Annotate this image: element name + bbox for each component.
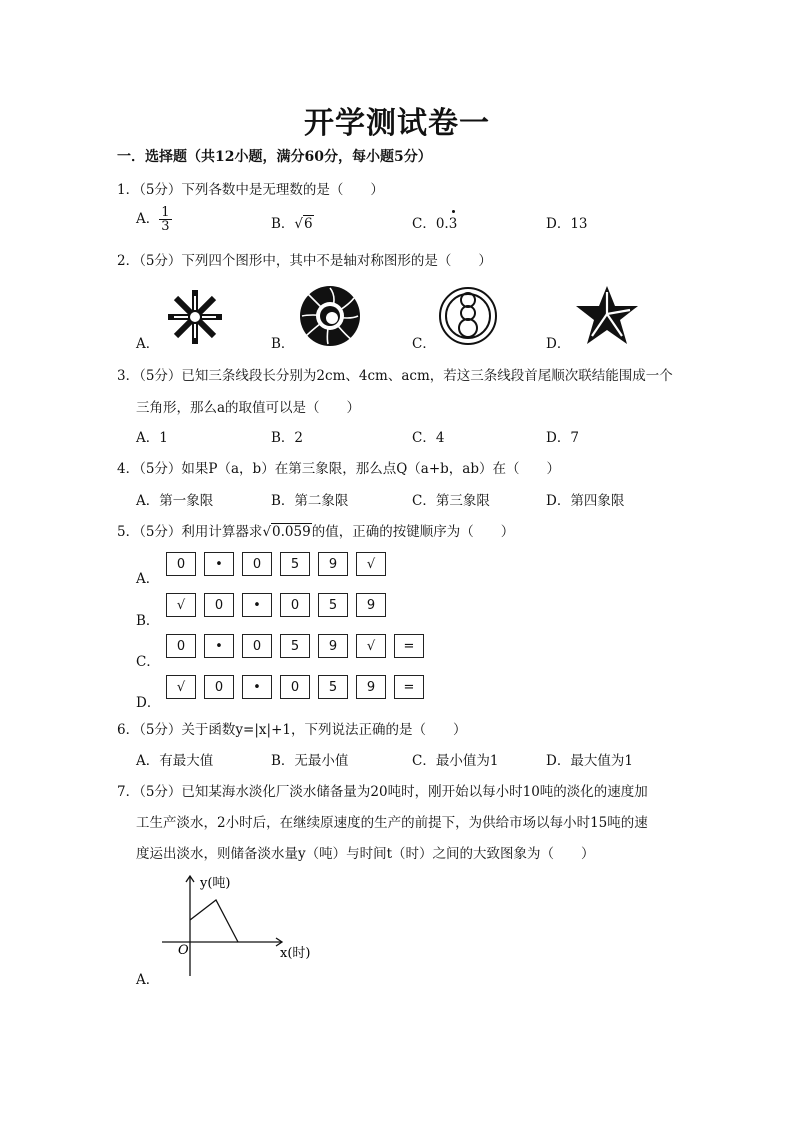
question-7-line-2: 工生产淡水，2小时后，在继续原速度的生产的前提下，为供给市场以每小时15吨的速 <box>136 815 648 831</box>
question-5: 5．（5分）利用计算器求√0.059的值，正确的按键顺序为（ ） <box>117 524 515 540</box>
q1-option-c: C．0.3 <box>412 216 458 232</box>
question-7-line-1: 7．（5分）已知某海水淡化厂淡水储备量为20吨时，刚开始以每小时10吨的淡化的速度加 <box>117 784 648 800</box>
q3-option-c: C．4 <box>412 430 445 446</box>
sqrt-symbol: √6 <box>294 216 313 232</box>
calc-key: 0 <box>204 593 234 617</box>
q2-option-a: A． <box>136 336 160 352</box>
question-7-line-3: 度运出淡水，则储备淡水量y（吨）与时间t（时）之间的大致图象为（ ） <box>136 846 595 862</box>
calc-key: 9 <box>318 634 348 658</box>
spoke-figure-icon <box>164 286 226 348</box>
calc-key: = <box>394 675 424 699</box>
q4-option-a: A．第一象限 <box>136 493 214 509</box>
calc-key: = <box>394 634 424 658</box>
calc-key: 0 <box>204 675 234 699</box>
q5-option-a: A． <box>136 571 160 587</box>
q3-option-b: B．2 <box>271 430 304 446</box>
q5-keys-d <box>166 675 432 699</box>
q6-option-c: C．最小值为1 <box>412 753 499 769</box>
fraction: $\frac{1}{3}$ <box>161 205 170 234</box>
page-title: 开学测试卷一 <box>304 106 490 141</box>
calc-key: • <box>204 552 234 576</box>
circles-figure-icon <box>438 286 498 346</box>
section-heading: 一．选择题（共12小题，满分60分，每小题5分） <box>117 149 432 165</box>
repeating-digit: 3 <box>448 216 458 232</box>
calc-key: 9 <box>318 552 348 576</box>
calc-key: 5 <box>318 675 348 699</box>
calc-key: 5 <box>318 593 348 617</box>
calc-key: 9 <box>356 593 386 617</box>
y-axis-label: y(吨) <box>200 876 231 891</box>
calc-key: • <box>204 634 234 658</box>
x-axis-label: x(时) <box>280 946 311 961</box>
origin-label: O <box>178 943 189 958</box>
calc-key: • <box>242 593 272 617</box>
q3-option-a: A．1 <box>136 430 168 446</box>
q2-option-b: B． <box>271 336 295 352</box>
sqrt-symbol: √0.059 <box>262 524 311 540</box>
q1-option-b: B．√6 <box>271 216 313 232</box>
q5-keys-b <box>166 593 394 617</box>
q1-option-a: A． $\frac{1}{3}$ <box>136 205 170 234</box>
q5-keys-a <box>166 552 394 576</box>
swirl-figure-icon <box>298 284 362 348</box>
star-figure-icon <box>574 284 640 346</box>
question-2: 2．（5分）下列四个图形中，其中不是轴对称图形的是（ ） <box>117 253 492 269</box>
q4-option-b: B．第二象限 <box>271 493 349 509</box>
q5-keys-c <box>166 634 432 658</box>
calc-key: 0 <box>280 593 310 617</box>
q4-option-c: C．第三象限 <box>412 493 490 509</box>
graph-line <box>190 900 238 942</box>
question-1: 1．（5分）下列各数中是无理数的是（ ） <box>117 182 384 198</box>
q6-option-b: B．无最小值 <box>271 753 349 769</box>
q6-option-a: A．有最大值 <box>136 753 214 769</box>
q7-option-a: A． <box>136 972 160 988</box>
q1-option-d: D．13 <box>546 216 588 232</box>
q7-graph-a <box>158 870 328 980</box>
calc-key: 9 <box>356 675 386 699</box>
calc-key: √ <box>166 593 196 617</box>
q2-option-d: D． <box>546 336 571 352</box>
calc-key: 0 <box>242 634 272 658</box>
q6-option-d: D．最大值为1 <box>546 753 633 769</box>
calc-key: 0 <box>242 552 272 576</box>
calc-key: √ <box>356 634 386 658</box>
q5-option-c: C． <box>136 654 160 670</box>
question-3-line-1: 3．（5分）已知三条线段长分别为2cm、4cm、acm，若这三条线段首尾顺次联结能围成一个 <box>117 368 673 384</box>
calc-key: 0 <box>166 634 196 658</box>
calc-key: 5 <box>280 634 310 658</box>
q3-option-d: D．7 <box>546 430 579 446</box>
calc-key: √ <box>356 552 386 576</box>
question-4: 4．（5分）如果P（a，b）在第三象限，那么点Q（a+b，ab）在（ ） <box>117 461 560 477</box>
q5-option-d: D． <box>136 695 161 711</box>
q4-option-d: D．第四象限 <box>546 493 625 509</box>
q2-option-c: C． <box>412 336 436 352</box>
q5-option-b: B． <box>136 613 160 629</box>
calc-key: • <box>242 675 272 699</box>
calc-key: 5 <box>280 552 310 576</box>
calc-key: 0 <box>166 552 196 576</box>
question-3-line-2: 三角形，那么a的取值可以是（ ） <box>136 400 361 416</box>
calc-key: √ <box>166 675 196 699</box>
question-6: 6．（5分）关于函数y=|x|+1，下列说法正确的是（ ） <box>117 722 467 738</box>
calc-key: 0 <box>280 675 310 699</box>
